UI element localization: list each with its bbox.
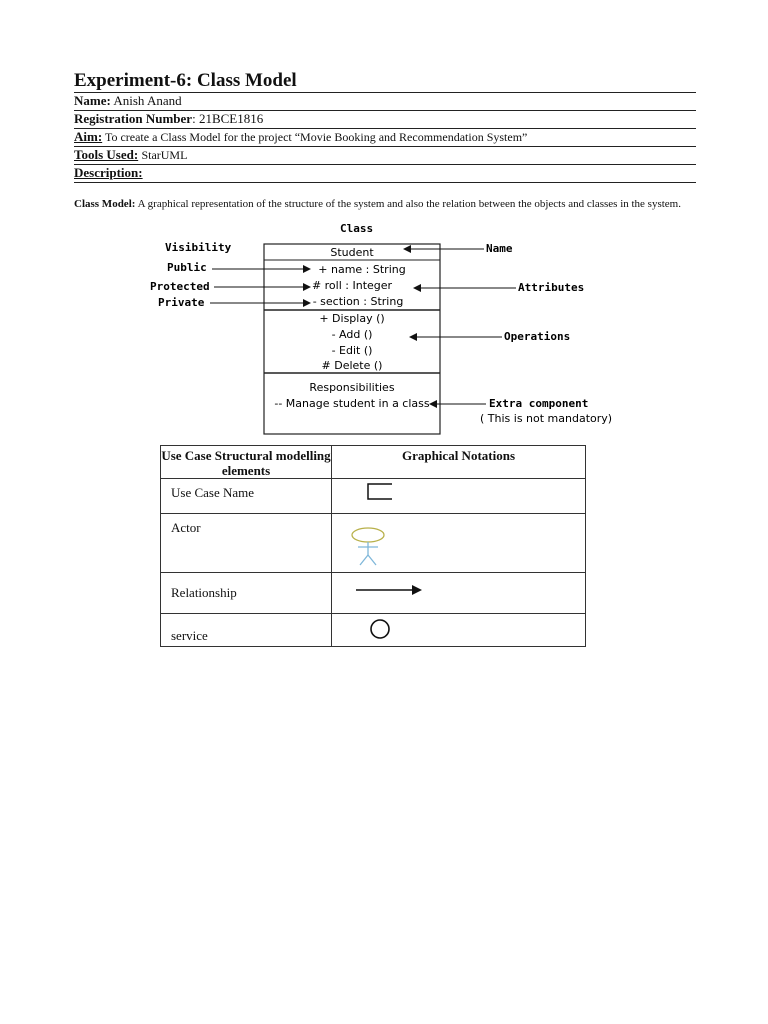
notation-table <box>160 445 586 647</box>
class-model-label: Class Model: <box>74 198 136 210</box>
public-label: Public <box>167 261 207 274</box>
extra-note: ( This is not mandatory) <box>480 412 613 425</box>
row-label-actor: Actor <box>161 514 332 573</box>
attributes-annotation: Attributes <box>518 281 585 294</box>
notation-cell <box>332 514 586 573</box>
aim-row <box>74 129 696 147</box>
class-name: Student <box>330 246 374 259</box>
extra-component-annotation: Extra component <box>489 397 589 410</box>
attribute-2: # roll : Integer <box>311 279 393 292</box>
operation-3: - Edit () <box>331 344 373 357</box>
header-notations: Graphical Notations <box>332 446 586 479</box>
operation-1: + Display () <box>319 312 385 325</box>
tools-row <box>74 147 696 165</box>
rectangle-icon <box>332 479 392 509</box>
tools-label: Tools Used: <box>74 147 139 162</box>
private-label: Private <box>158 296 205 309</box>
visibility-label: Visibility <box>165 241 232 254</box>
description-row <box>74 165 696 183</box>
notation-cell <box>332 573 586 614</box>
diagram-caption: Class <box>340 222 374 235</box>
name-row <box>74 92 696 111</box>
attribute-1: + name : String <box>318 263 406 276</box>
protected-label: Protected <box>150 280 210 293</box>
arrow-icon <box>332 573 432 609</box>
circle-icon <box>332 614 392 642</box>
name-value: Anish Anand <box>113 93 182 108</box>
responsibilities-item: -- Manage student in a class <box>274 397 430 410</box>
operation-2: - Add () <box>331 328 373 341</box>
notation-cell <box>332 479 586 514</box>
operation-4: # Delete () <box>321 359 383 372</box>
name-label: Name: <box>74 93 111 108</box>
class-model-paragraph <box>74 197 684 211</box>
table-row <box>161 514 586 573</box>
table-row <box>161 614 586 647</box>
table-row <box>161 479 586 514</box>
aim-label: Aim: <box>74 129 103 144</box>
aim-value: To create a Class Model for the project “Movie Booking and Recommendation System” <box>104 130 528 144</box>
row-label-use-case-name: Use Case Name <box>161 479 332 514</box>
description-label: Description: <box>74 165 143 180</box>
operations-annotation: Operations <box>504 330 571 343</box>
class-model-text: A graphical representation of the structure of the system and also the relation between the objects and classes in the system. <box>137 198 681 210</box>
notation-cell <box>332 614 586 647</box>
registration-label: Registration Number <box>74 111 193 126</box>
document-page <box>74 70 696 211</box>
stick-figure-icon <box>332 514 412 568</box>
registration-value: : 21BCE1816 <box>192 111 264 126</box>
page-title: Experiment-6: Class Model <box>74 70 297 91</box>
name-annotation: Name <box>486 242 513 255</box>
tools-value: StarUML <box>141 148 188 162</box>
row-label-service: service <box>161 614 332 647</box>
row-label-relationship: Relationship <box>161 573 332 614</box>
class-diagram <box>148 222 618 437</box>
responsibilities-title: Responsibilities <box>309 381 395 394</box>
registration-row <box>74 111 696 129</box>
header-elements: Use Case Structural modelling elements <box>161 446 332 479</box>
attribute-3: - section : String <box>312 295 404 308</box>
table-header-row <box>161 446 586 479</box>
table-row <box>161 573 586 614</box>
